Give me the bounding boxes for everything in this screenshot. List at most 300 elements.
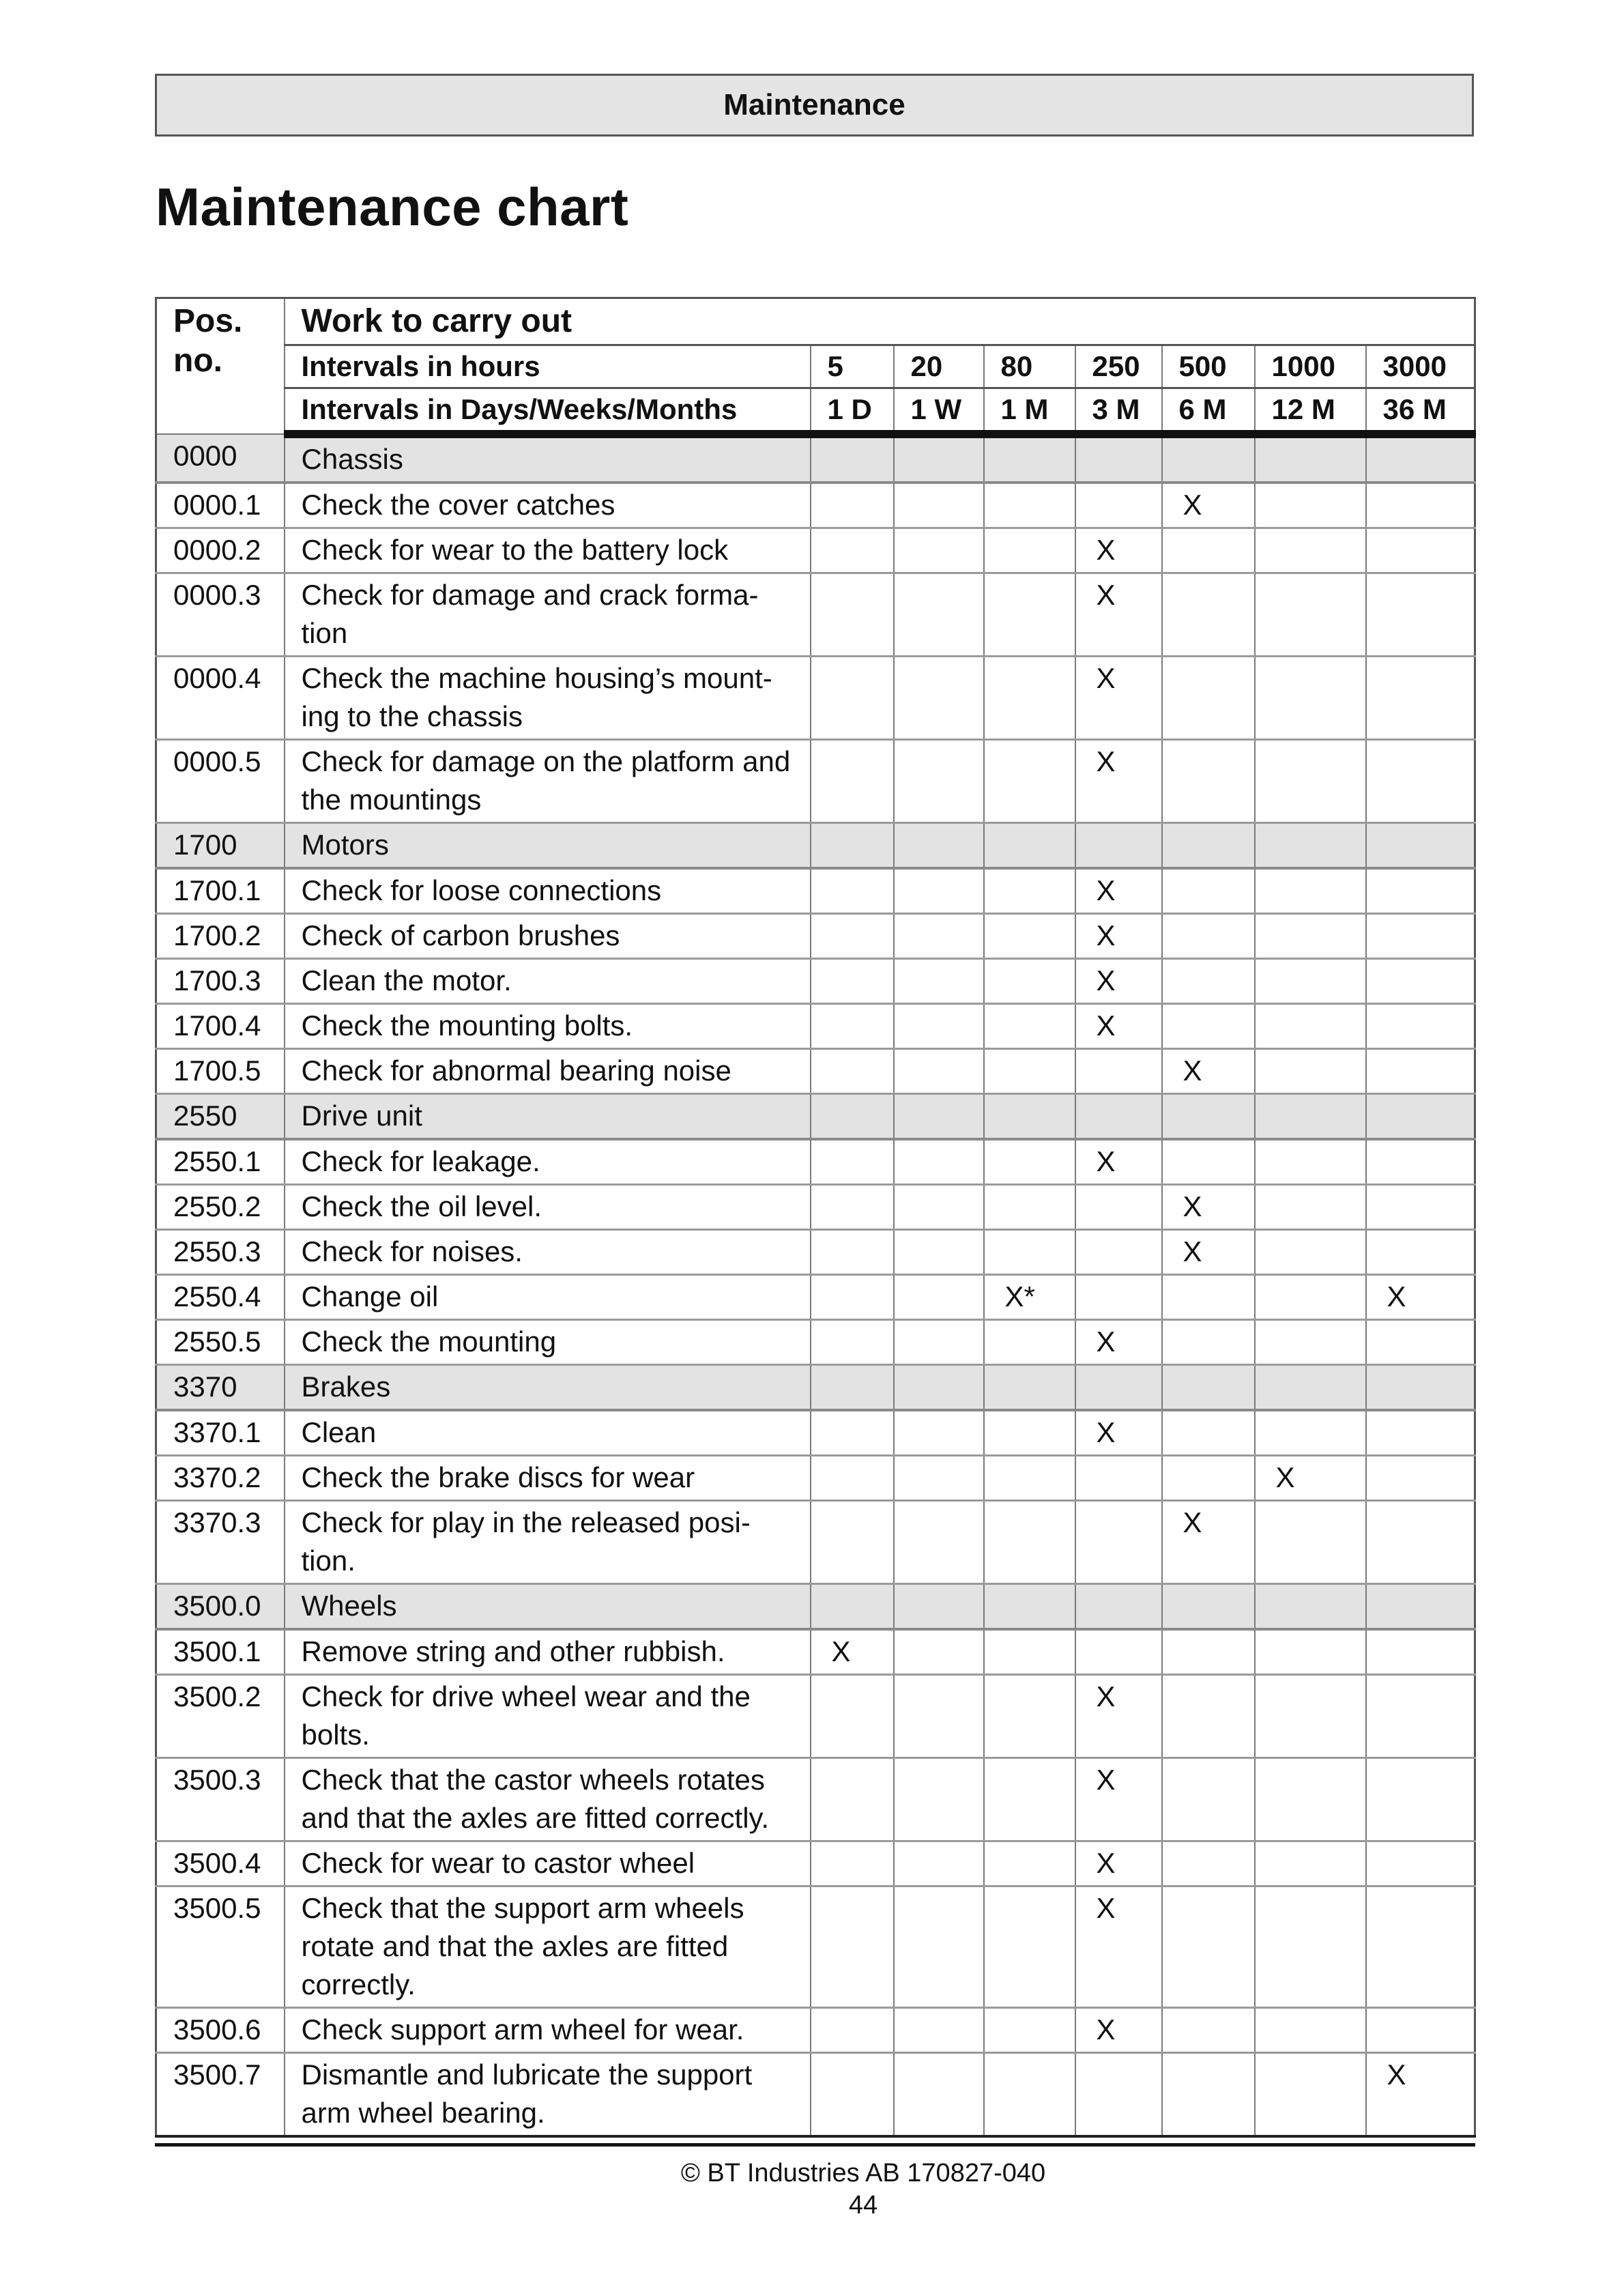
interval-mark-20h-1w (894, 434, 984, 483)
pos-no-cell: 3370.3 (156, 1501, 285, 1584)
pos-no-cell: 2550.1 (156, 1139, 285, 1185)
interval-mark-80h-1m (984, 434, 1075, 483)
interval-mark-80h-1m (984, 1365, 1075, 1411)
interval-mark-20h-1w (894, 1675, 984, 1758)
interval-mark-20h-1w (894, 823, 984, 869)
period-3m: 3 M (1075, 388, 1162, 435)
section-row (156, 1365, 1475, 1411)
interval-mark-1000h-12m (1255, 1675, 1366, 1758)
interval-mark-250h-3m (1075, 1629, 1162, 1675)
work-description-cell: Clean (285, 1410, 811, 1456)
task-row (156, 740, 1475, 823)
interval-mark-500h-6m (1162, 1886, 1255, 2008)
interval-mark-3000h-36m (1366, 2008, 1475, 2053)
interval-mark-500h-6m (1162, 2008, 1255, 2053)
interval-mark-3000h-36m (1366, 1886, 1475, 2008)
section-title-cell: Brakes (285, 1365, 811, 1411)
pos-no-cell: 3370 (156, 1365, 285, 1411)
interval-mark-20h-1w (894, 1139, 984, 1185)
interval-mark-5h-1d (811, 434, 894, 483)
pos-no-cell: 2550.4 (156, 1275, 285, 1320)
work-description-cell: Clean the motor. (285, 959, 811, 1004)
interval-mark-3000h-36m (1366, 1675, 1475, 1758)
interval-mark-250h-3m (1075, 1365, 1162, 1411)
interval-mark-5h-1d (811, 1841, 894, 1886)
interval-mark-500h-6m (1162, 1841, 1255, 1886)
interval-mark-80h-1m (984, 740, 1075, 823)
interval-mark-1000h-12m (1255, 528, 1366, 573)
pos-no-cell: 3370.2 (156, 1456, 285, 1501)
interval-mark-1000h-12m (1255, 1185, 1366, 1230)
header-row-work (156, 298, 1475, 345)
interval-mark-80h-1m (984, 1501, 1075, 1584)
interval-mark-250h-3m (1075, 1501, 1162, 1584)
interval-mark-80h-1m (984, 483, 1075, 528)
interval-mark-3000h-36m (1366, 868, 1475, 914)
interval-mark-3000h-36m (1366, 1185, 1475, 1230)
intervals-hours-label: Intervals in hours (285, 345, 811, 388)
interval-mark-250h-3m: X (1075, 740, 1162, 823)
interval-mark-250h-3m (1075, 1275, 1162, 1320)
section-row (156, 1584, 1475, 1630)
task-row (156, 1049, 1475, 1094)
interval-mark-250h-3m: X (1075, 914, 1162, 959)
work-description-cell: Check that the castor wheels rotates and that the axles are fitted correctly. (285, 1758, 811, 1841)
page-section-header (155, 74, 1474, 137)
pos-no-cell: 3370.1 (156, 1410, 285, 1456)
interval-mark-500h-6m (1162, 1456, 1255, 1501)
pos-no-cell: 3500.1 (156, 1629, 285, 1675)
pos-no-cell: 3500.6 (156, 2008, 285, 2053)
hours-80: 80 (984, 345, 1075, 388)
task-row (156, 1004, 1475, 1049)
interval-mark-5h-1d (811, 1456, 894, 1501)
interval-mark-1000h-12m (1255, 1049, 1366, 1094)
interval-mark-20h-1w (894, 1320, 984, 1365)
task-row (156, 1185, 1475, 1230)
interval-mark-500h-6m (1162, 1365, 1255, 1411)
interval-mark-1000h-12m (1255, 2053, 1366, 2137)
work-description-cell: Check the mounting (285, 1320, 811, 1365)
interval-mark-20h-1w (894, 1456, 984, 1501)
interval-mark-250h-3m: X (1075, 528, 1162, 573)
interval-mark-250h-3m (1075, 483, 1162, 528)
interval-mark-500h-6m: X (1162, 1501, 1255, 1584)
hours-1000: 1000 (1255, 345, 1366, 388)
interval-mark-5h-1d (811, 483, 894, 528)
interval-mark-250h-3m: X (1075, 1139, 1162, 1185)
work-to-carry-out-header: Work to carry out (285, 298, 1475, 345)
section-title-cell: Wheels (285, 1584, 811, 1630)
task-row (156, 1675, 1475, 1758)
interval-mark-5h-1d (811, 1320, 894, 1365)
work-description-cell: Check for play in the released posi-tion. (285, 1501, 811, 1584)
task-row (156, 1841, 1475, 1886)
interval-mark-250h-3m: X (1075, 657, 1162, 740)
interval-mark-1000h-12m (1255, 1004, 1366, 1049)
work-description-cell: Change oil (285, 1275, 811, 1320)
interval-mark-3000h-36m (1366, 1629, 1475, 1675)
footer-copyright: © BT Industries AB 170827-040 (680, 2159, 1046, 2187)
interval-mark-3000h-36m (1366, 1049, 1475, 1094)
pos-no-cell: 0000.4 (156, 657, 285, 740)
interval-mark-250h-3m: X (1075, 1758, 1162, 1841)
interval-mark-1000h-12m (1255, 483, 1366, 528)
hours-500: 500 (1162, 345, 1255, 388)
interval-mark-80h-1m (984, 1185, 1075, 1230)
interval-mark-80h-1m (984, 2008, 1075, 2053)
work-description-cell: Check the oil level. (285, 1185, 811, 1230)
interval-mark-20h-1w (894, 914, 984, 959)
interval-mark-500h-6m (1162, 823, 1255, 869)
interval-mark-250h-3m (1075, 823, 1162, 869)
interval-mark-20h-1w (894, 1365, 984, 1411)
interval-mark-1000h-12m (1255, 1501, 1366, 1584)
maintenance-chart-table (155, 297, 1476, 2138)
interval-mark-5h-1d (811, 2053, 894, 2137)
interval-mark-5h-1d (811, 1365, 894, 1411)
interval-mark-500h-6m (1162, 914, 1255, 959)
interval-mark-20h-1w (894, 483, 984, 528)
interval-mark-3000h-36m (1366, 1410, 1475, 1456)
footer-divider (155, 2143, 1475, 2147)
interval-mark-3000h-36m (1366, 1320, 1475, 1365)
interval-mark-5h-1d (811, 1094, 894, 1140)
interval-mark-3000h-36m (1366, 1094, 1475, 1140)
interval-mark-3000h-36m (1366, 1230, 1475, 1275)
work-description-cell: Check the machine housing’s mount-ing to the chassis (285, 657, 811, 740)
interval-mark-3000h-36m (1366, 914, 1475, 959)
interval-mark-1000h-12m (1255, 434, 1366, 483)
interval-mark-80h-1m (984, 1320, 1075, 1365)
task-row (156, 868, 1475, 914)
pos-no-cell: 2550.5 (156, 1320, 285, 1365)
interval-mark-80h-1m (984, 823, 1075, 869)
pos-no-cell: 0000 (156, 434, 285, 483)
interval-mark-5h-1d (811, 573, 894, 657)
hours-250: 250 (1075, 345, 1162, 388)
work-description-cell: Check the cover catches (285, 483, 811, 528)
interval-mark-20h-1w (894, 528, 984, 573)
interval-mark-250h-3m: X (1075, 1886, 1162, 2008)
interval-mark-1000h-12m (1255, 1886, 1366, 2008)
section-title-cell: Chassis (285, 434, 811, 483)
interval-mark-20h-1w (894, 1758, 984, 1841)
interval-mark-80h-1m (984, 657, 1075, 740)
work-description-cell: Check for leakage. (285, 1139, 811, 1185)
pos-no-cell: 0000.1 (156, 483, 285, 528)
interval-mark-1000h-12m (1255, 1841, 1366, 1886)
interval-mark-20h-1w (894, 2053, 984, 2137)
task-row (156, 1758, 1475, 1841)
interval-mark-3000h-36m (1366, 1758, 1475, 1841)
interval-mark-500h-6m (1162, 1275, 1255, 1320)
interval-mark-5h-1d (811, 1886, 894, 2008)
pos-no-cell: 3500.4 (156, 1841, 285, 1886)
interval-mark-250h-3m (1075, 2053, 1162, 2137)
interval-mark-500h-6m (1162, 1320, 1255, 1365)
task-row (156, 657, 1475, 740)
interval-mark-80h-1m (984, 1139, 1075, 1185)
interval-mark-500h-6m (1162, 740, 1255, 823)
work-description-cell: Dismantle and lubricate the support arm wheel bearing. (285, 2053, 811, 2137)
interval-mark-1000h-12m (1255, 1320, 1366, 1365)
interval-mark-1000h-12m (1255, 740, 1366, 823)
interval-mark-80h-1m (984, 1886, 1075, 2008)
interval-mark-20h-1w (894, 1230, 984, 1275)
interval-mark-80h-1m (984, 1758, 1075, 1841)
interval-mark-500h-6m: X (1162, 1185, 1255, 1230)
interval-mark-1000h-12m (1255, 868, 1366, 914)
interval-mark-3000h-36m (1366, 1456, 1475, 1501)
work-description-cell: Check for noises. (285, 1230, 811, 1275)
interval-mark-250h-3m (1075, 1456, 1162, 1501)
pos-no-cell: 3500.5 (156, 1886, 285, 2008)
task-row (156, 1456, 1475, 1501)
interval-mark-20h-1w (894, 573, 984, 657)
period-1w: 1 W (894, 388, 984, 435)
interval-mark-500h-6m: X (1162, 1049, 1255, 1094)
interval-mark-1000h-12m (1255, 1094, 1366, 1140)
interval-mark-1000h-12m (1255, 657, 1366, 740)
interval-mark-250h-3m (1075, 1094, 1162, 1140)
task-row (156, 959, 1475, 1004)
interval-mark-80h-1m (984, 1584, 1075, 1630)
interval-mark-500h-6m (1162, 868, 1255, 914)
interval-mark-3000h-36m (1366, 1365, 1475, 1411)
interval-mark-20h-1w (894, 1629, 984, 1675)
hours-20: 20 (894, 345, 984, 388)
interval-mark-20h-1w (894, 1410, 984, 1456)
interval-mark-5h-1d (811, 1675, 894, 1758)
interval-mark-250h-3m: X (1075, 1675, 1162, 1758)
task-row (156, 2053, 1475, 2137)
work-description-cell: Remove string and other rubbish. (285, 1629, 811, 1675)
interval-mark-5h-1d (811, 1584, 894, 1630)
interval-mark-80h-1m (984, 1675, 1075, 1758)
interval-mark-3000h-36m (1366, 740, 1475, 823)
interval-mark-500h-6m (1162, 1410, 1255, 1456)
work-description-cell: Check for damage on the platform and the mountings (285, 740, 811, 823)
section-title: Maintenance (723, 88, 905, 121)
interval-mark-80h-1m (984, 1230, 1075, 1275)
period-36m: 36 M (1366, 388, 1475, 435)
pos-no-cell: 1700.1 (156, 868, 285, 914)
interval-mark-5h-1d (811, 959, 894, 1004)
interval-mark-5h-1d (811, 528, 894, 573)
interval-mark-3000h-36m (1366, 1501, 1475, 1584)
chart-body (156, 434, 1475, 2136)
interval-mark-250h-3m: X (1075, 1841, 1162, 1886)
section-title-cell: Motors (285, 823, 811, 869)
pos-no-cell: 0000.3 (156, 573, 285, 657)
work-description-cell: Check for loose connections (285, 868, 811, 914)
interval-mark-80h-1m: X* (984, 1275, 1075, 1320)
section-row (156, 823, 1475, 869)
interval-mark-1000h-12m (1255, 1584, 1366, 1630)
interval-mark-80h-1m (984, 1841, 1075, 1886)
interval-mark-1000h-12m (1255, 914, 1366, 959)
pos-no-cell: 1700.2 (156, 914, 285, 959)
interval-mark-500h-6m (1162, 1139, 1255, 1185)
interval-mark-3000h-36m (1366, 528, 1475, 573)
interval-mark-250h-3m: X (1075, 1410, 1162, 1456)
interval-mark-250h-3m (1075, 1584, 1162, 1630)
work-description-cell: Check for abnormal bearing noise (285, 1049, 811, 1094)
work-description-cell: Check that the support arm wheels rotate and that the axles are fitted correctly. (285, 1886, 811, 2008)
interval-mark-80h-1m (984, 1456, 1075, 1501)
task-row (156, 1320, 1475, 1365)
pos-no-cell: 1700.5 (156, 1049, 285, 1094)
interval-mark-5h-1d (811, 2008, 894, 2053)
task-row (156, 1501, 1475, 1584)
task-row (156, 483, 1475, 528)
pos-no-cell: 2550.2 (156, 1185, 285, 1230)
interval-mark-1000h-12m: X (1255, 1456, 1366, 1501)
interval-mark-500h-6m (1162, 2053, 1255, 2137)
interval-mark-3000h-36m (1366, 1841, 1475, 1886)
interval-mark-5h-1d: X (811, 1629, 894, 1675)
interval-mark-20h-1w (894, 657, 984, 740)
interval-mark-1000h-12m (1255, 1410, 1366, 1456)
work-description-cell: Check for wear to castor wheel (285, 1841, 811, 1886)
pos-no-cell: 2550.3 (156, 1230, 285, 1275)
period-1m: 1 M (984, 388, 1075, 435)
interval-mark-20h-1w (894, 1185, 984, 1230)
interval-mark-5h-1d (811, 657, 894, 740)
interval-mark-5h-1d (811, 1004, 894, 1049)
work-description-cell: Check for drive wheel wear and the bolts. (285, 1675, 811, 1758)
interval-mark-1000h-12m (1255, 959, 1366, 1004)
work-description-cell: Check for damage and crack forma-tion (285, 573, 811, 657)
pos-no-cell: 0000.5 (156, 740, 285, 823)
interval-mark-20h-1w (894, 868, 984, 914)
interval-mark-5h-1d (811, 1185, 894, 1230)
intervals-periods-label: Intervals in Days/Weeks/Months (285, 388, 811, 435)
interval-mark-80h-1m (984, 1410, 1075, 1456)
interval-mark-20h-1w (894, 740, 984, 823)
task-row (156, 573, 1475, 657)
interval-mark-20h-1w (894, 1094, 984, 1140)
interval-mark-1000h-12m (1255, 1365, 1366, 1411)
interval-mark-20h-1w (894, 1841, 984, 1886)
interval-mark-3000h-36m (1366, 1139, 1475, 1185)
interval-mark-80h-1m (984, 528, 1075, 573)
interval-mark-3000h-36m (1366, 823, 1475, 869)
interval-mark-500h-6m (1162, 1629, 1255, 1675)
pos-no-cell: 1700.4 (156, 1004, 285, 1049)
task-row (156, 914, 1475, 959)
interval-mark-3000h-36m (1366, 1004, 1475, 1049)
interval-mark-250h-3m (1075, 1230, 1162, 1275)
task-row (156, 1410, 1475, 1456)
interval-mark-250h-3m: X (1075, 2008, 1162, 2053)
interval-mark-1000h-12m (1255, 1230, 1366, 1275)
interval-mark-5h-1d (811, 1501, 894, 1584)
section-row (156, 1094, 1475, 1140)
interval-mark-80h-1m (984, 573, 1075, 657)
interval-mark-20h-1w (894, 1004, 984, 1049)
interval-mark-20h-1w (894, 1584, 984, 1630)
work-description-cell: Check support arm wheel for wear. (285, 2008, 811, 2053)
interval-mark-500h-6m (1162, 959, 1255, 1004)
interval-mark-1000h-12m (1255, 573, 1366, 657)
task-row (156, 1230, 1475, 1275)
interval-mark-250h-3m (1075, 1049, 1162, 1094)
interval-mark-80h-1m (984, 914, 1075, 959)
interval-mark-5h-1d (811, 1275, 894, 1320)
interval-mark-3000h-36m (1366, 1584, 1475, 1630)
interval-mark-1000h-12m (1255, 1758, 1366, 1841)
interval-mark-3000h-36m: X (1366, 1275, 1475, 1320)
interval-mark-500h-6m (1162, 1584, 1255, 1630)
interval-mark-500h-6m (1162, 528, 1255, 573)
interval-mark-5h-1d (811, 1230, 894, 1275)
interval-mark-500h-6m (1162, 657, 1255, 740)
period-12m: 12 M (1255, 388, 1366, 435)
interval-mark-80h-1m (984, 868, 1075, 914)
interval-mark-3000h-36m (1366, 434, 1475, 483)
header-row-hours (156, 345, 1475, 388)
interval-mark-500h-6m (1162, 1004, 1255, 1049)
work-description-cell: Check the mounting bolts. (285, 1004, 811, 1049)
interval-mark-80h-1m (984, 959, 1075, 1004)
pos-no-header (156, 298, 285, 435)
interval-mark-250h-3m: X (1075, 573, 1162, 657)
interval-mark-5h-1d (811, 1049, 894, 1094)
interval-mark-3000h-36m (1366, 483, 1475, 528)
header-row-periods (156, 388, 1475, 435)
work-description-cell: Check of carbon brushes (285, 914, 811, 959)
page-title: Maintenance chart (156, 177, 629, 237)
interval-mark-5h-1d (811, 1758, 894, 1841)
period-6m: 6 M (1162, 388, 1255, 435)
interval-mark-250h-3m: X (1075, 1004, 1162, 1049)
interval-mark-1000h-12m (1255, 1629, 1366, 1675)
interval-mark-500h-6m (1162, 434, 1255, 483)
interval-mark-5h-1d (811, 1139, 894, 1185)
pos-header-text: Pos. no. (173, 303, 243, 379)
pos-no-cell: 3500.3 (156, 1758, 285, 1841)
interval-mark-5h-1d (811, 740, 894, 823)
pos-no-cell: 3500.0 (156, 1584, 285, 1630)
work-description-cell: Check the brake discs for wear (285, 1456, 811, 1501)
interval-mark-20h-1w (894, 1275, 984, 1320)
interval-mark-80h-1m (984, 1094, 1075, 1140)
interval-mark-5h-1d (811, 868, 894, 914)
task-row (156, 1275, 1475, 1320)
interval-mark-1000h-12m (1255, 2008, 1366, 2053)
interval-mark-500h-6m (1162, 1758, 1255, 1841)
interval-mark-250h-3m: X (1075, 959, 1162, 1004)
interval-mark-80h-1m (984, 1629, 1075, 1675)
pos-no-cell: 3500.2 (156, 1675, 285, 1758)
pos-no-cell: 0000.2 (156, 528, 285, 573)
interval-mark-80h-1m (984, 1004, 1075, 1049)
interval-mark-250h-3m: X (1075, 1320, 1162, 1365)
interval-mark-1000h-12m (1255, 1139, 1366, 1185)
work-description-cell: Check for wear to the battery lock (285, 528, 811, 573)
interval-mark-80h-1m (984, 2053, 1075, 2137)
pos-no-cell: 1700.3 (156, 959, 285, 1004)
task-row (156, 1886, 1475, 2008)
interval-mark-500h-6m: X (1162, 1230, 1255, 1275)
interval-mark-3000h-36m (1366, 657, 1475, 740)
interval-mark-1000h-12m (1255, 823, 1366, 869)
hours-3000: 3000 (1366, 345, 1475, 388)
section-row (156, 434, 1475, 483)
hours-5: 5 (811, 345, 894, 388)
